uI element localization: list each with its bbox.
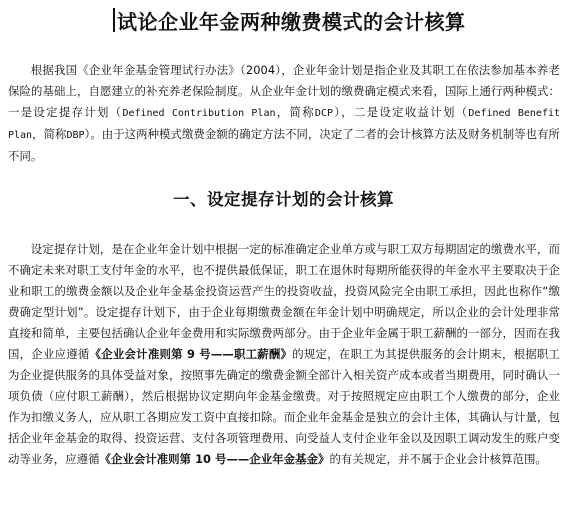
title-row — [113, 4, 466, 36]
intro-term-dbp-full: Defined Benefit Plan — [8, 108, 561, 141]
intro-text-5: ），二是设定收益计划（ — [332, 105, 469, 119]
page-title[interactable]: 试论企业年金两种缴费模式的会计核算 — [117, 9, 466, 34]
section-text-3: 的规定，在职工为其提供服务的会计期末，根据职工为企业提供服务的具体受益对象，按照事先确定的缴费金额全部计入相关资产成本或者当期费用，同时确认一项负债（应付职工薪酬），然后根据协议定期向年金基金缴费。对于按照规定应由职工个人缴费的部分，企业作为扣缴义务人，应从职工各期应发工资中直接扣除。而企业年金基金是独立的会计主体，其确认与计量，包括企业年金基金的取得、投资运营、支付各项管理费用、向受益人支付企业年金以及因职工调动发生的账户变动等业务，应遵循 — [8, 347, 560, 466]
section-text-5: 的有关规定，并不属于企业会计核算范围。 — [329, 452, 547, 466]
intro-text-1: 根据我国《企业年金基金管理试行办法》（2004），企业年金计划是指企业及其职工在依法参加基本养老保险的基础上，自愿建立的补充养老保险制度。从企业年金计划的缴费确定模式来看，国际上通行两种模式：一是设定提存计划（ — [8, 63, 560, 119]
section-paragraph[interactable] — [8, 239, 560, 470]
standard-10-reference: 《企业会计准则第 10 号——企业年金基金》 — [99, 452, 330, 466]
intro-text-3: ，简称 — [275, 105, 315, 119]
intro-term-dcp: DCP — [314, 108, 333, 119]
text-cursor — [113, 8, 115, 32]
section-text-1: 设定提存计划，是在企业年金计划中根据一定的标准确定企业单方或与职工双方每期固定的缴费水平，而不确定未来对职工支付年金的水平，也不提供最低保证，职工在退休时每期所能获得的年金水平主要取决于企业和职工的缴费金额以及企业年金基金投资运营产生的投资收益，投资风险完全由职工承担，因此也称作“缴费确定型计划”。设定提存计划下，由于企业每期缴费金额在年金计划中明确规定，所以企业的会计处理非常直接和简单，主要包括确认企业年金费用和实际缴费两部分。由于企业年金属于职工薪酬的一部分，因而在我国，企业应遵循 — [8, 242, 560, 361]
intro-term-dcp-full: Defined Contribution Plan — [122, 108, 276, 119]
intro-text-7: ，简称 — [32, 127, 67, 141]
standard-9-reference: 《企业会计准则第 9 号——职工薪酬》 — [89, 347, 293, 361]
intro-paragraph[interactable] — [8, 60, 560, 167]
intro-term-dbp: DBP — [66, 130, 85, 141]
intro-text-9: ）。由于这两种模式缴费金额的确定方法不同，决定了二者的会计核算方法及财务机制等也有所不同。 — [8, 127, 560, 163]
section-heading[interactable]: 一、设定提存计划的会计核算 — [173, 190, 394, 209]
